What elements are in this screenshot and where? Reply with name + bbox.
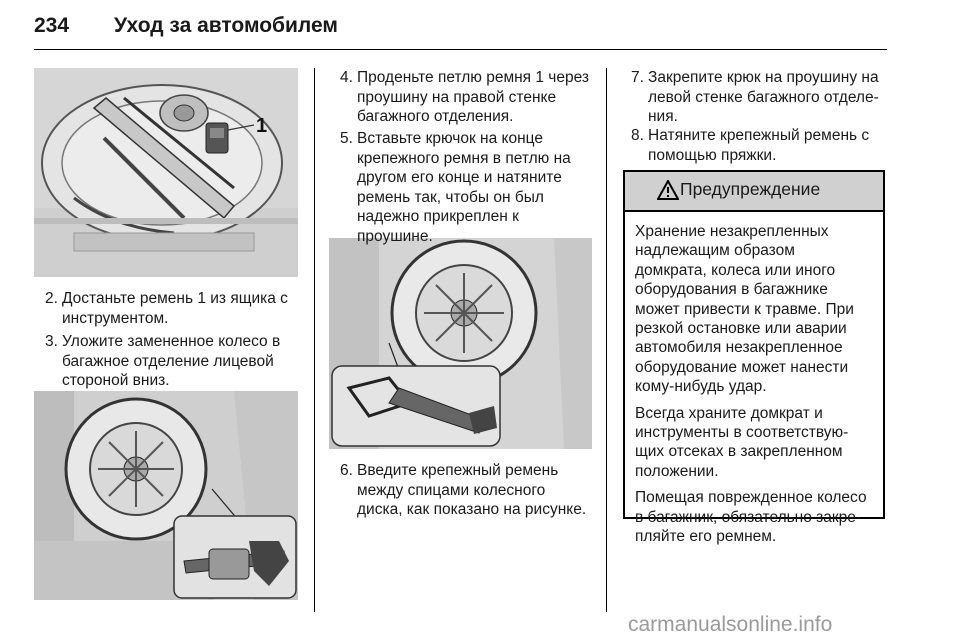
step-text: Достаньте ремень 1 из ящика с инструментом. xyxy=(62,290,288,327)
step-7 xyxy=(631,68,893,128)
chapter-title: Уход за автомобилем xyxy=(114,14,338,37)
step-text: Натяните крепежный ремень с помощью пряжки. xyxy=(648,127,870,164)
warning-header xyxy=(625,172,883,212)
step-text: Уложите замененное колесо в багажное отделение лицевой стороной вниз. xyxy=(62,333,281,389)
warning-paragraph: Всегда храните домкрат и инструменты в соответствую- щих отсеках в закрепленном положении. xyxy=(635,404,849,480)
step-text: Введите крепежный ремень между спицами колесного диска, как показано на рисунке. xyxy=(357,462,587,518)
step-text: Проденьте петлю ремня 1 через проушину на правой стенке багажного отделения. xyxy=(357,69,590,125)
warning-paragraph: Хранение незакрепленных надлежащим образом домкрата, колеса или иного оборудования в багажнике может привести к травме. При резкой остановке или аварии автомобиля незакрепленное оборудование может нанести кому-нибудь удар. xyxy=(635,223,854,396)
page-header xyxy=(34,14,887,46)
column-divider-right xyxy=(606,68,607,612)
figure-strap-through-eyelet xyxy=(329,238,592,449)
column-divider-left xyxy=(314,68,315,612)
page-number: 234 xyxy=(34,14,70,37)
warning-box xyxy=(623,170,885,546)
watermark: carmanualsonline.info xyxy=(628,613,833,636)
header-divider xyxy=(34,49,887,50)
step-8 xyxy=(631,126,893,166)
step-number: 3. xyxy=(45,333,58,350)
warning-triangle-icon xyxy=(657,180,679,200)
step-number: 2. xyxy=(45,290,58,307)
step-number: 5. xyxy=(340,130,353,147)
step-2 xyxy=(45,289,310,329)
step-3 xyxy=(45,332,310,392)
warning-paragraph: Помещая поврежденное колесо в багажник, обязательно закре- пляйте его ремнем. xyxy=(635,489,867,546)
step-5 xyxy=(340,129,604,249)
warning-title: Предупреждение xyxy=(680,179,821,199)
step-6 xyxy=(340,461,604,521)
step-number: 4. xyxy=(340,69,353,86)
warning-body xyxy=(635,222,883,554)
step-number: 7. xyxy=(631,69,644,86)
figure-callout-1: 1 xyxy=(256,115,268,137)
step-4 xyxy=(340,68,604,128)
step-number: 6. xyxy=(340,462,353,479)
figure-tool-box-strap xyxy=(34,68,298,277)
step-number: 8. xyxy=(631,127,644,144)
figure-wheel-trunk-buckle xyxy=(34,391,298,600)
step-text: Закрепите крюк на проушину на левой стенке багажного отделе- ния. xyxy=(648,69,879,125)
step-text: Вставьте крючок на конце крепежного ремня в петлю на другом его конце и натяните ремень так, чтобы он был надежно прикреплен к проушине. xyxy=(357,130,571,245)
